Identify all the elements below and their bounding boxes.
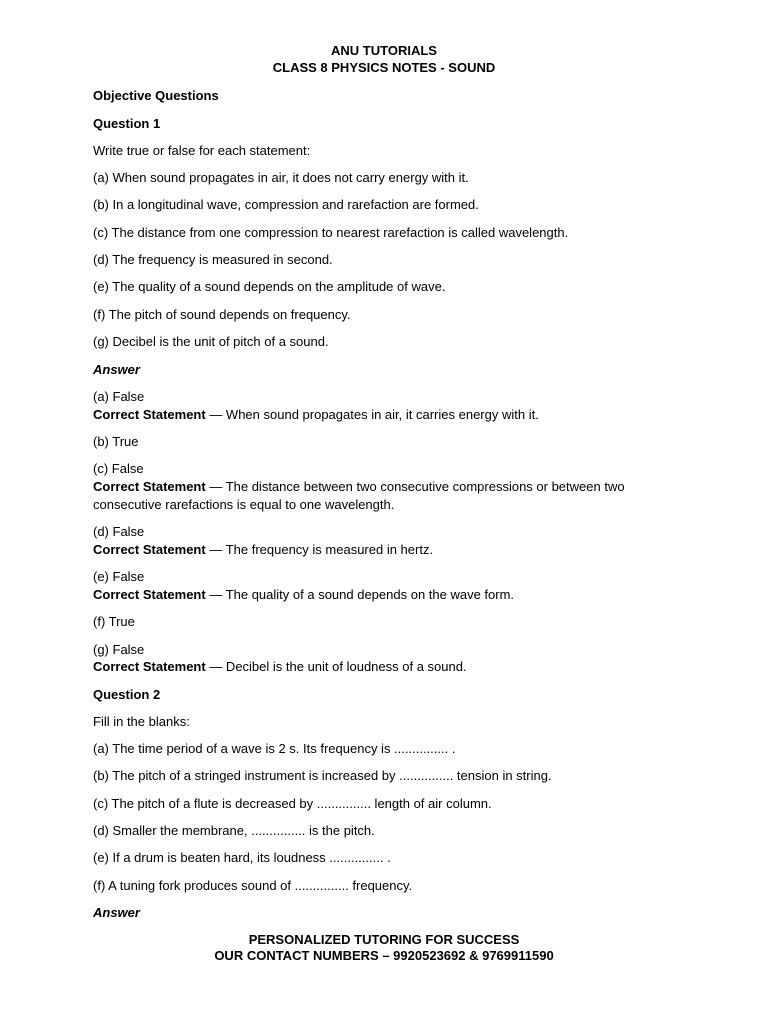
question-1-answer-heading: Answer bbox=[93, 362, 140, 377]
statement-b: (b) In a longitudinal wave, compression and rarefaction are formed. bbox=[93, 197, 479, 212]
answer-f-verdict: (f) True bbox=[93, 614, 135, 629]
answer-d-verdict: (d) False bbox=[93, 524, 145, 539]
answer-g-verdict: (g) False bbox=[93, 642, 145, 657]
correction-text: — Decibel is the unit of loudness of a sound. bbox=[205, 659, 467, 674]
answer-e-verdict: (e) False bbox=[93, 569, 145, 584]
statement-f: (f) The pitch of sound depends on frequency. bbox=[93, 307, 351, 322]
blank-c: (c) The pitch of a flute is decreased by ............... length of air column. bbox=[93, 796, 492, 811]
answer-a-correction bbox=[93, 407, 539, 423]
question-2-heading: Question 2 bbox=[93, 687, 161, 702]
answer-a-verdict: (a) False bbox=[93, 389, 145, 404]
blank-b: (b) The pitch of a stringed instrument is increased by ............... tension in string. bbox=[93, 768, 552, 783]
blank-a: (a) The time period of a wave is 2 s. Its frequency is ............... . bbox=[93, 741, 456, 756]
blank-d: (d) Smaller the membrane, ............... is the pitch. bbox=[93, 823, 375, 838]
correct-statement-label: Correct Statement bbox=[93, 659, 206, 674]
correct-statement-label: Correct Statement bbox=[93, 542, 206, 557]
statement-c: (c) The distance from one compression to nearest rarefaction is called wavelength. bbox=[93, 225, 569, 240]
section-heading: Objective Questions bbox=[93, 88, 219, 103]
question-1-instruction: Write true or false for each statement: bbox=[93, 143, 311, 158]
correction-text: — The distance between two consecutive compressions or between two bbox=[205, 479, 625, 494]
statement-d: (d) The frequency is measured in second. bbox=[93, 252, 333, 267]
correct-statement-label: Correct Statement bbox=[93, 587, 206, 602]
correct-statement-label: Correct Statement bbox=[93, 479, 206, 494]
statement-g: (g) Decibel is the unit of pitch of a sound. bbox=[93, 334, 329, 349]
question-2-answer-heading: Answer bbox=[93, 905, 140, 920]
correction-text: — When sound propagates in air, it carries energy with it. bbox=[205, 407, 539, 422]
footer-tagline: PERSONALIZED TUTORING FOR SUCCESS bbox=[248, 932, 520, 947]
document-subtitle: CLASS 8 PHYSICS NOTES - SOUND bbox=[272, 60, 496, 75]
question-2-instruction: Fill in the blanks: bbox=[93, 714, 190, 729]
answer-d-correction bbox=[93, 542, 433, 558]
correct-statement-label: Correct Statement bbox=[93, 407, 206, 422]
blank-f: (f) A tuning fork produces sound of ............... frequency. bbox=[93, 878, 413, 893]
answer-c-correction bbox=[93, 479, 625, 495]
correction-text: — The frequency is measured in hertz. bbox=[205, 542, 434, 557]
footer-contact: OUR CONTACT NUMBERS – 9920523692 & 9769911590 bbox=[214, 948, 554, 963]
document-title: ANU TUTORIALS bbox=[331, 43, 437, 58]
answer-e-correction bbox=[93, 587, 514, 603]
correction-text: — The quality of a sound depends on the wave form. bbox=[205, 587, 515, 602]
question-1-heading: Question 1 bbox=[93, 116, 161, 131]
answer-c-verdict: (c) False bbox=[93, 461, 144, 476]
statement-e: (e) The quality of a sound depends on the amplitude of wave. bbox=[93, 279, 446, 294]
answer-b-verdict: (b) True bbox=[93, 434, 139, 449]
statement-a: (a) When sound propagates in air, it does not carry energy with it. bbox=[93, 170, 469, 185]
answer-g-correction bbox=[93, 659, 467, 675]
answer-c-correction-continued: consecutive rarefactions is equal to one wavelength. bbox=[93, 497, 395, 512]
blank-e: (e) If a drum is beaten hard, its loudness ............... . bbox=[93, 850, 391, 865]
